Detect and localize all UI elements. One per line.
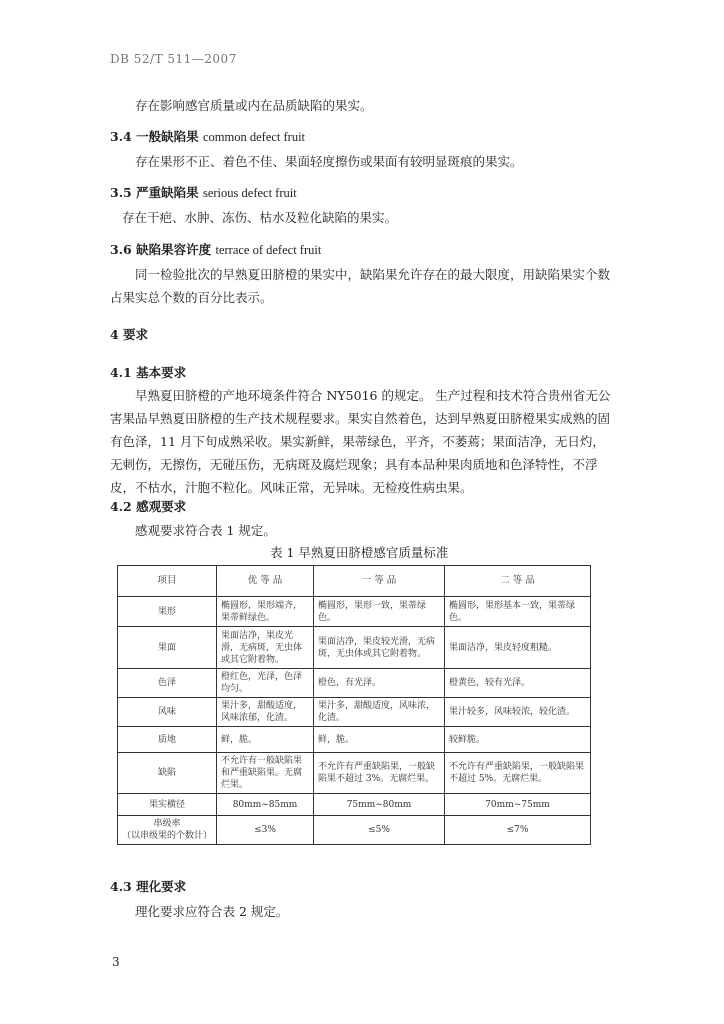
table-cell: 椭圆形，果形基本一致，果蒂绿色。 <box>445 597 591 627</box>
table-cell: 椭圆形，果形一致，果蒂绿色。 <box>314 597 445 627</box>
table-cell: 果面洁净，果皮较光滑，无病斑，无虫体或其它附着物。 <box>314 627 445 669</box>
section-3-5-body: 存在干疤、水肿、冻伤、枯水及粒化缺陷的果实。 <box>122 210 398 225</box>
table-cell: 75mm~80mm <box>314 794 445 816</box>
table-row <box>118 627 591 669</box>
section-3-4-body: 存在果形不正、着色不佳、果面轻度擦伤或果面有较明显斑痕的果实。 <box>135 154 523 169</box>
section-number: 3.6 <box>110 242 132 257</box>
table-cell: 不允许有严重缺陷果，一般缺陷果不超过 3%。无腐烂果。 <box>314 753 445 794</box>
table-cell: 橙黄色，较有光泽。 <box>445 669 591 698</box>
section-title-en: terrace of defect fruit <box>215 243 322 257</box>
section-title-cn: 一般缺陷果 <box>136 129 199 144</box>
section-4-3-body: 理化要求应符合表 2 规定。 <box>135 904 289 919</box>
standard-code-header: DB 52/T 511—2007 <box>110 52 237 66</box>
row-label-cell: 风味 <box>118 698 217 727</box>
row-label-cell: 质地 <box>118 727 217 753</box>
row-label-cell: 串级率 （以串级果的个数计） <box>118 816 217 845</box>
table-cell: 果汁多，甜酸适度，风味浓郁，化渣。 <box>217 698 314 727</box>
section-4-heading: 4 要求 <box>110 327 149 342</box>
row-label-cell: 果实横径 <box>118 794 217 816</box>
table-cell: ≤3% <box>217 816 314 845</box>
section-3-5-heading <box>110 183 297 201</box>
row-label-cell: 缺陷 <box>118 753 217 794</box>
row-label-cell: 色泽 <box>118 669 217 698</box>
table-cell: 80mm~85mm <box>217 794 314 816</box>
table-cell: 椭圆形，果形端齐，果蒂鲜绿色。 <box>217 597 314 627</box>
row-label-cell: 果面 <box>118 627 217 669</box>
table-cell: 鲜，脆。 <box>314 727 445 753</box>
table-cell: 不允许有一般缺陷果和严重缺陷果。无腐烂果。 <box>217 753 314 794</box>
section-title-cn: 严重缺陷果 <box>136 185 199 200</box>
table-cell: 橙色，有光泽。 <box>314 669 445 698</box>
section-number: 3.5 <box>110 185 132 200</box>
table-row <box>118 669 591 698</box>
section-title-en: common defect fruit <box>202 130 306 144</box>
header-cell: 优 等 品 <box>217 566 314 597</box>
table-cell: 果面洁净，果皮光滑，无病斑，无虫体或其它附着物。 <box>217 627 314 669</box>
section-3-6-body: 同一检验批次的早熟夏田脐橙的果实中，缺陷果允许存在的最大限度，用缺陷果实个数占果实总个数的百分比表示。 <box>110 267 611 305</box>
table-cell: 鲜，脆。 <box>217 727 314 753</box>
table-header-row <box>118 566 591 597</box>
row-label-cell: 果形 <box>118 597 217 627</box>
table-cell: 不允许有严重缺陷果，一般缺陷果不超过 5%。无腐烂果。 <box>445 753 591 794</box>
section-3-4-heading <box>110 127 305 145</box>
table-row <box>118 698 591 727</box>
section-title-en: serious defect fruit <box>202 186 297 200</box>
section-number: 3.4 <box>110 129 132 144</box>
table-cell: 较鲜脆。 <box>445 727 591 753</box>
section-4-1-heading: 4.1 基本要求 <box>110 365 187 380</box>
section-4-3-heading: 4.3 理化要求 <box>110 879 187 894</box>
table-row <box>118 727 591 753</box>
paragraph-intro: 存在影响感官质量或内在品质缺陷的果实。 <box>135 98 373 113</box>
header-cell: 二 等 品 <box>445 566 591 597</box>
section-4-1-body: 早熟夏田脐橙的产地环境条件符合 NY5016 的规定。 生产过程和技术符合贵州省无公害果品早熟夏田脐橙的生产技术规程要求。果实自然着色，达到早熟夏田脐橙果实成熟的固有色泽，11 月下旬成熟采收。果实新鲜，果蒂绿色，平齐，不萎蔫；果面洁净，无日灼，无刺伤，无擦伤，无碰压伤，无病斑及腐烂现象；具有本品种果肉质地和色泽特性，不浮皮，不枯水，汁胞不粒化。风味正常，无异味。无检疫性病虫果。 <box>110 388 611 495</box>
section-4-2-heading: 4.2 感观要求 <box>110 499 187 514</box>
table-cell: 橙红色，光泽，色泽均匀。 <box>217 669 314 698</box>
section-4-2-body: 感观要求符合表 1 规定。 <box>135 523 276 538</box>
section-title-cn: 缺陷果容许度 <box>136 242 212 257</box>
table-1-caption: 表 1 早熟夏田脐橙感官质量标准 <box>270 545 449 560</box>
page-number: 3 <box>112 955 120 969</box>
header-cell: 一 等 品 <box>314 566 445 597</box>
table-cell: 70mm~75mm <box>445 794 591 816</box>
section-3-6-heading <box>110 240 321 258</box>
table-cell: ≤5% <box>314 816 445 845</box>
table-cell: ≤7% <box>445 816 591 845</box>
table-cell: 果汁多，甜酸适度，风味浓，化渣。 <box>314 698 445 727</box>
quality-standard-table <box>117 565 591 845</box>
table-row <box>118 816 591 845</box>
header-cell: 项目 <box>118 566 217 597</box>
table-row <box>118 753 591 794</box>
table-row <box>118 597 591 627</box>
table-cell: 果面洁净，果皮轻度粗糙。 <box>445 627 591 669</box>
table-cell: 果汁较多，风味较浓，较化渣。 <box>445 698 591 727</box>
table-row <box>118 794 591 816</box>
